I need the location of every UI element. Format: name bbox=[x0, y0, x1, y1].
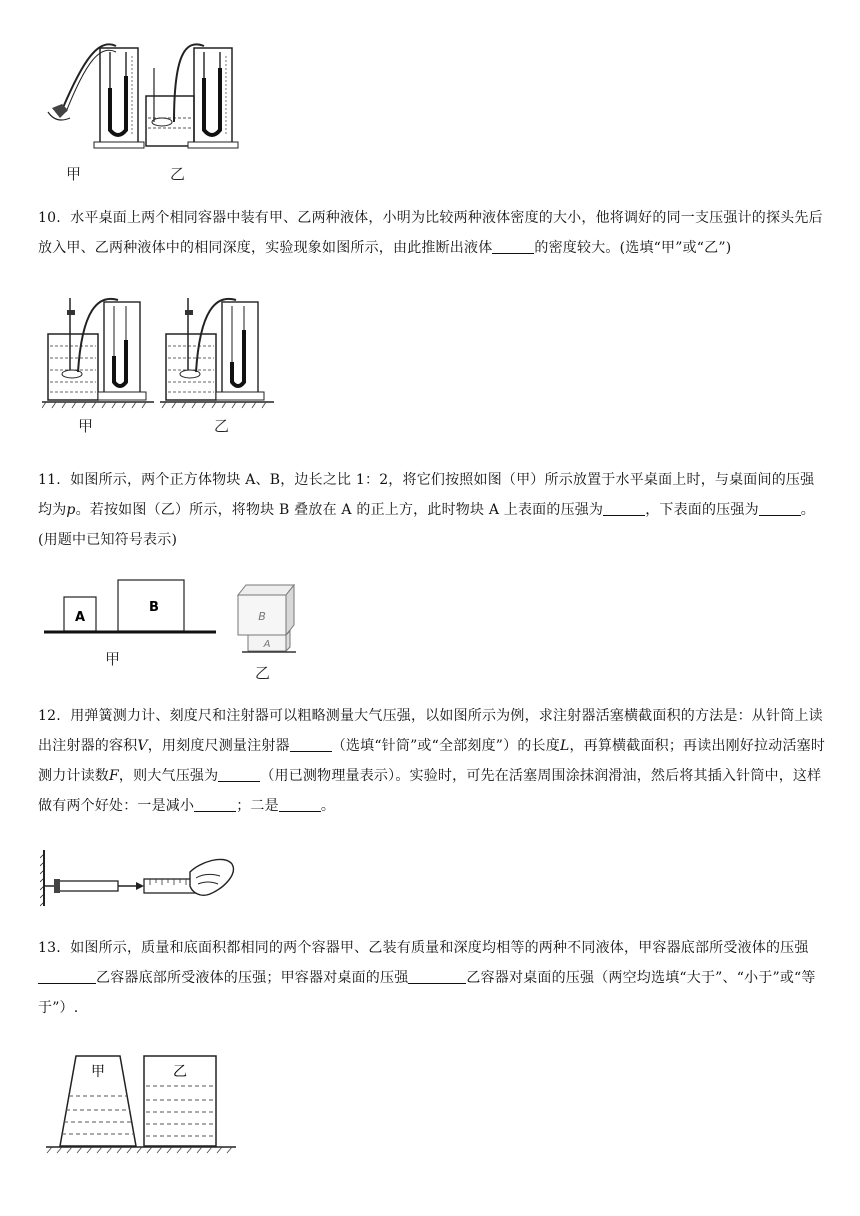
fig13-label-left: 甲 bbox=[91, 1064, 105, 1080]
fig9-caption-left: 甲 bbox=[66, 165, 82, 183]
q11-answer-blank-2[interactable] bbox=[759, 499, 801, 516]
q11-text-a: 如图所示，两个正方体物块 A、B，边长之比 1：2，将它们按照如图（甲）所示放置于水平桌面上时，与桌面间的压强均为 bbox=[38, 472, 815, 518]
q11-number: 11. bbox=[38, 472, 61, 488]
q12-text-d: ，再算横截面积；再读出刚好拉动活塞时测力计读数 bbox=[38, 738, 826, 784]
q12-text-c: （选填“针筒”或“全部刻度”）的长度 bbox=[331, 738, 560, 754]
q12-text-e: ，则大气压强为 bbox=[118, 768, 219, 784]
q10-text-a: 水平桌面上两个相同容器中装有甲、乙两种液体，小明为比较两种液体密度的大小，他将调好的同一支压强计的探头先后放入甲、乙两种液体中的相同深度，实验现象如图所示，由此推断出液体 bbox=[38, 210, 823, 256]
q13-answer-blank-2[interactable] bbox=[408, 967, 466, 984]
q10-number: 10. bbox=[38, 210, 61, 226]
q11-text-b: 。若按如图（乙）所示，将物块 B 叠放在 A 的正上方，此时物块 A 上表面的压强为 bbox=[75, 502, 604, 518]
figure-9-pressure-gauges bbox=[44, 38, 244, 153]
q11-var-p: p bbox=[66, 502, 76, 518]
q11-text-c: ，下表面的压强为 bbox=[645, 502, 759, 518]
q12-var-f: F bbox=[109, 768, 119, 784]
q10-answer-blank[interactable] bbox=[492, 237, 534, 254]
q12-answer-blank-2[interactable] bbox=[218, 765, 260, 782]
q10-text-b: 的密度较大。(选填“甲”或“乙”) bbox=[534, 240, 732, 256]
q12-answer-blank-1[interactable] bbox=[290, 735, 332, 752]
figure-10-probe-in-liquids bbox=[42, 290, 274, 410]
fig11-block-b-label: B bbox=[149, 600, 159, 615]
svg-text:B: B bbox=[258, 610, 266, 623]
q13-answer-blank-1[interactable] bbox=[38, 967, 96, 984]
question-10 bbox=[38, 203, 828, 263]
question-11 bbox=[38, 465, 828, 555]
q13-number: 13. bbox=[38, 940, 61, 956]
figure-11-blocks bbox=[42, 575, 312, 657]
q12-text-b: ，用刻度尺测量注射器 bbox=[147, 738, 290, 754]
q13-text-a: 如图所示，质量和底面积都相同的两个容器甲、乙装有质量和深度均相等的两种不同液体，甲容器底部所受液体的压强 bbox=[70, 940, 809, 956]
q12-answer-blank-4[interactable] bbox=[279, 795, 321, 812]
fig13-label-right: 乙 bbox=[173, 1064, 187, 1080]
fig10-caption-right: 乙 bbox=[214, 417, 230, 435]
q13-text-c: 乙容器对桌面的压强（两空均选填“大于”、“小于”或“等于”）. bbox=[38, 970, 816, 1016]
question-12 bbox=[38, 701, 828, 821]
q12-text-h: 。 bbox=[320, 798, 336, 814]
figure-13-containers bbox=[46, 1050, 238, 1158]
q12-text-g: ；二是 bbox=[236, 798, 279, 814]
fig11-block-a-label: A bbox=[74, 610, 86, 625]
figure-12-syringe bbox=[40, 848, 240, 908]
fig9-caption-right: 乙 bbox=[170, 165, 186, 183]
svg-text:A: A bbox=[263, 639, 271, 650]
q12-var-v: V bbox=[137, 738, 148, 754]
q12-text-f: （用已测物理量表示）。实验时，可先在活塞周围涂抹润滑油，然后将其插入针筒中，这样做有两个好处：一是减小 bbox=[38, 768, 822, 814]
q12-text-a: 用弹簧测力计、刻度尺和注射器可以粗略测量大气压强，以如图所示为例，求注射器活塞横截面积的方法是：从针筒上读出注射器的容积 bbox=[38, 708, 823, 754]
q12-var-l: L bbox=[559, 738, 570, 754]
q11-text-d: 。(用题中已知符号表示) bbox=[38, 502, 815, 548]
q11-answer-blank-1[interactable] bbox=[603, 499, 645, 516]
fig10-caption-left: 甲 bbox=[78, 417, 94, 435]
fig11-caption-left: 甲 bbox=[105, 650, 121, 668]
q13-text-b: 乙容器底部所受液体的压强；甲容器对桌面的压强 bbox=[96, 970, 409, 986]
q12-answer-blank-3[interactable] bbox=[194, 795, 236, 812]
q12-number: 12. bbox=[38, 708, 61, 724]
fig11-caption-right: 乙 bbox=[255, 664, 271, 682]
question-13 bbox=[38, 933, 828, 1023]
